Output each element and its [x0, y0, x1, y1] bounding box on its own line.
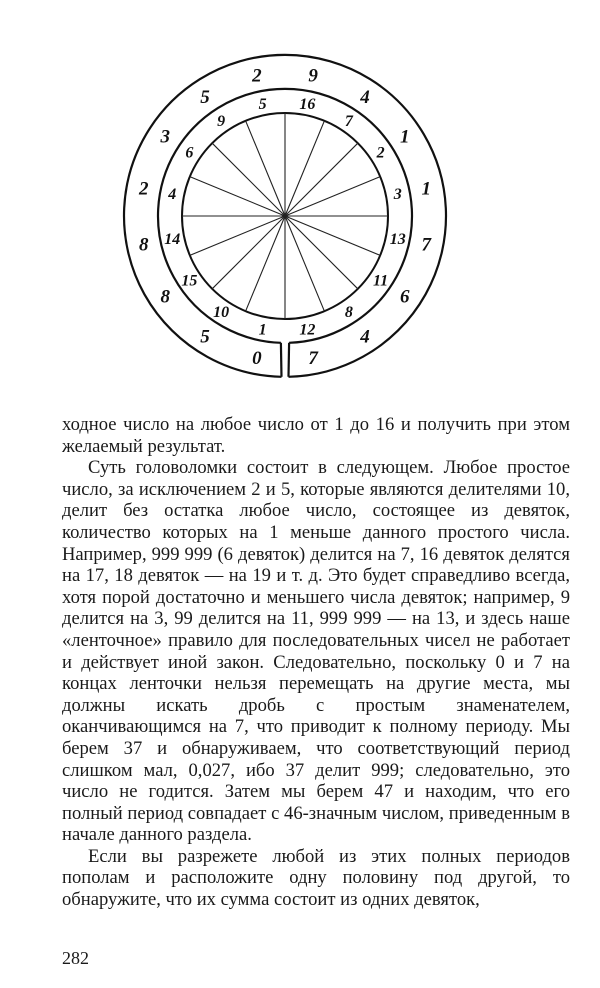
middle-ring-number: 13 — [389, 231, 406, 248]
outer-ring-number: 7 — [421, 234, 431, 256]
middle-ring-number: 2 — [376, 144, 385, 162]
middle-ring-number: 12 — [299, 321, 316, 339]
outer-ring-number: 8 — [160, 286, 171, 308]
main-text — [62, 414, 570, 911]
middle-ring-number: 16 — [299, 95, 316, 113]
outer-ring-number: 5 — [200, 326, 210, 348]
number-wheel-diagram — [0, 0, 600, 405]
middle-ring-number: 4 — [168, 186, 177, 204]
spoke-line — [285, 143, 358, 216]
middle-ring-number: 6 — [185, 144, 194, 162]
spoke-line — [285, 216, 358, 289]
outer-ring-number: 2 — [139, 178, 149, 200]
middle-ring-number: 8 — [344, 304, 353, 322]
tape-end-right — [289, 343, 290, 377]
outer-ring-number: 8 — [139, 234, 149, 256]
middle-ring-number: 5 — [258, 95, 267, 113]
spoke-line — [212, 143, 285, 216]
tape-end-left — [281, 343, 282, 377]
spoke-line — [212, 216, 285, 289]
middle-ring-number: 15 — [181, 272, 198, 290]
outer-ring-number: 1 — [421, 178, 431, 200]
outer-ring-number: 1 — [399, 126, 410, 148]
middle-ring-number: 14 — [164, 231, 181, 248]
outer-ring-number: 3 — [160, 126, 171, 148]
middle-ring-number: 11 — [373, 272, 389, 290]
middle-ring-number: 3 — [393, 186, 402, 204]
middle-ring-number: 7 — [344, 113, 353, 130]
outer-ring-number: 5 — [200, 86, 210, 108]
middle-ring-number: 9 — [217, 113, 226, 130]
page-number: 282 — [62, 948, 89, 968]
outer-ring-number: 4 — [360, 326, 370, 348]
paragraph-cut-periods: Если вы разрежете любой из этих полных периодов пополам и расположите одну половину под другой, то обнаружите, что их сумма состоит из одних девяток, — [62, 845, 570, 911]
paragraph-puzzle-essence: Суть головоломки состоит в следующем. Любое простое число, за исключением 2 и 5, которые являются делителями 10, делит без остатка любое число, состоящее из девяток, количество которых на 1 меньше данного простого числа. Например, 999 999 (6 девяток) делится на 7, 16 девяток делятся на 17, 18 девяток — на 19 и т. д. Это будет справедливо всегда, хотя порой достаточно и меньшего числа девяток; например, 9 делится на 3, 99 делится на 11, 999 999 — на 13, и здесь наше «ленточное» правило для последовательных чисел не работает и действует иной закон. Следовательно, поскольку 0 и 7 на концах ленточки нельзя перемещать на другие места, мы должны искать дробь с простым знаменателем, оканчивающимся на 7, что приводит к полному периоду. Мы берем 37 и обнаруживаем, что соответствующий период слишком мал, 0,027, ибо 37 делит 999; следовательно, это число не годится. Затем мы берем 47 и находим, что его полный период совпадает с 46-значным числом, приведенным в начале данного раздела. — [62, 457, 570, 846]
wheel-spokes — [182, 113, 388, 322]
outer-ring-number: 2 — [252, 65, 262, 87]
outer-ring-number: 6 — [399, 286, 410, 308]
continuation-paragraph: ходное число на любое число от 1 до 16 и получить при этом желаемый результат. — [62, 414, 570, 457]
middle-ring-number: 10 — [213, 304, 230, 322]
middle-ring-number: 1 — [258, 321, 267, 339]
outer-ring-number: 7 — [308, 347, 318, 369]
outer-ring-number: 4 — [360, 86, 370, 108]
outer-ring-number: 0 — [252, 347, 262, 369]
outer-ring-number: 9 — [308, 65, 318, 87]
